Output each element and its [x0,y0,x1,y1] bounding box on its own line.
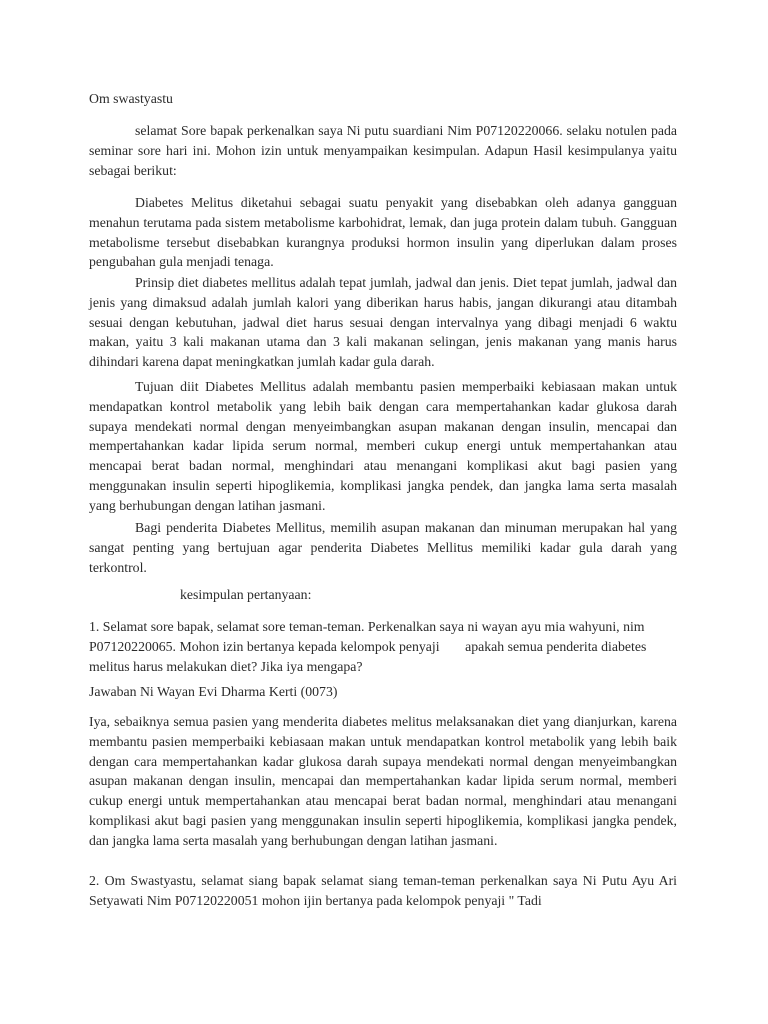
question-2: 2. Om Swastyastu, selamat siang bapak selamat siang teman-teman perkenalkan saya Ni Putu Ayu Ari Setyawati Nim P07120220051 mohon ijin bertanya pada kelompok penyaji " Tadi [89,873,677,908]
paragraph-diet-goal: Tujuan diit Diabetes Mellitus adalah membantu pasien memperbaiki kebiasaan makan untuk mendapatkan kontrol metabolik yang lebih baik dengan cara mempertahankan kadar glukosa darah supaya mendekati normal dengan menyeimbangkan asupan makanan dengan insulin, mencapai dan mempertahankan kadar lipida serum normal, memberi cukup energi untuk mempertahankan atau mencapai berat badan normal, menghindari atau menangani komplikasi akut bagi pasien yang menggunakan insulin seperti hipoglikemia, komplikasi jangka pendek, dan jangka lama serta masalah yang berhubungan dengan latihan jasmani. [89,379,677,513]
answer-1: Iya, sebaiknya semua pasien yang menderita diabetes melitus melaksanakan diet yang dianjurkan, karena membantu pasien memperbaiki kebiasaan makan untuk mendapatkan kontrol metabolik yang lebih baik dengan cara mempertahankan kadar glukosa darah supaya mendekati normal dengan menyeimbangkan asupan makanan dengan insulin, mencapai dan mempertahankan kadar lipida serum normal, memberi cukup energi untuk mempertahankan atau mencapai berat badan normal, menghindari atau menangani komplikasi akut bagi pasien yang menggunakan insulin seperti hipoglikemia, komplikasi jangka pendek, dan jangka lama serta masalah yang berhubungan dengan latihan jasmani. [89,714,677,848]
greeting: Om swastyastu [89,91,173,106]
answer-1-heading: Jawaban Ni Wayan Evi Dharma Kerti (0073) [89,684,338,699]
question-1: 1. Selamat sore bapak, selamat sore teman-teman. Perkenalkan saya ni wayan ayu mia wahyuni, nim P07120220065. Mohon izin bertanya kepada kelompok penyaji apakah semua penderita diabetes melitus harus melakukan diet? Jika iya mengapa? [89,619,647,674]
paragraph-definition: Diabetes Melitus diketahui sebagai suatu penyakit yang disebabkan oleh adanya gangguan menahun terutama pada sistem metabolisme karbohidrat, lemak, dan juga protein dalam tubuh. Gangguan metabolisme tersebut disebabkan kurangnya produksi hormon insulin yang diperlukan dalam proses pengubahan gula menjadi tenaga. [89,195,677,270]
intro-paragraph: selamat Sore bapak perkenalkan saya Ni putu suardiani Nim P07120220066. selaku notulen pada seminar sore hari ini. Mohon izin untuk menyampaikan kesimpulan. Adapun Hasil kesimpulanya yaitu sebagai berikut: [89,123,677,178]
questions-heading: kesimpulan pertanyaan: [180,587,312,602]
paragraph-conclusion: Bagi penderita Diabetes Mellitus, memilih asupan makanan dan minuman merupakan hal yang sangat penting yang bertujuan agar penderita Diabetes Mellitus memiliki kadar gula darah yang terkontrol. [89,520,677,575]
paragraph-diet-principle: Prinsip diet diabetes mellitus adalah tepat jumlah, jadwal dan jenis. Diet tepat jumlah, jadwal dan jenis yang dimaksud adalah jumlah kalori yang diberikan harus habis, jangan dikurangi atau ditambah sesuai dengan kebutuhan, jadwal diet harus sesuai dengan intervalnya yang dibagi menjadi 6 waktu makan, yaitu 3 kali makanan utama dan 3 kali makanan selingan, jenis makanan yang manis harus dihindari karena dapat meningkatkan jumlah kadar gula darah. [89,275,677,370]
